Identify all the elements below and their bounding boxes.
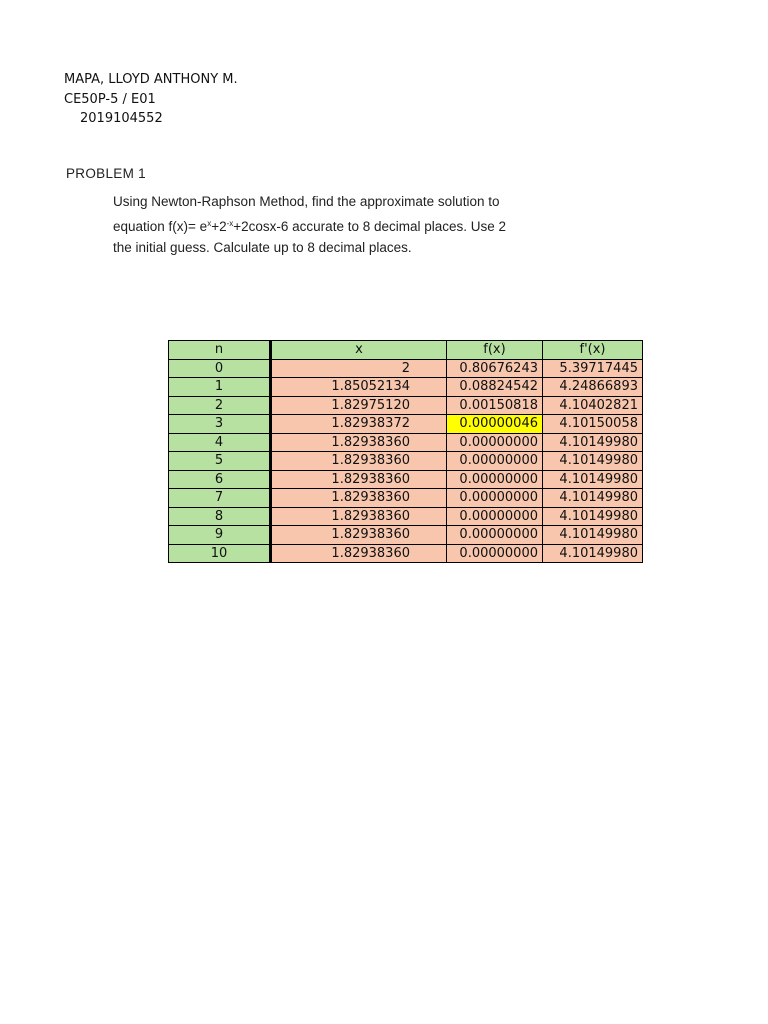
table-header-row [169,341,643,360]
cell-x: 1.82938360 [271,507,447,526]
cell-n: 8 [169,507,271,526]
cell-x: 1.82938360 [271,544,447,563]
student-id: 2019104552 [80,111,163,126]
cell-fx: 0.00000046 [447,415,543,434]
student-header [64,70,238,129]
cell-n: 5 [169,452,271,471]
cell-fx: 0.08824542 [447,378,543,397]
cell-fx: 0.80676243 [447,359,543,378]
cell-x: 1.82975120 [271,396,447,415]
exponent-neg-x: -x [226,218,234,228]
table-row [169,489,643,508]
cell-fx: 0.00000000 [447,507,543,526]
cell-x: 1.82938360 [271,452,447,471]
cell-fpx: 4.10149980 [543,526,643,545]
cell-n: 0 [169,359,271,378]
section-code: CE50P-5 / E01 [64,91,156,107]
cell-x: 1.82938360 [271,433,447,452]
problem-line-3: the initial guess. Calculate up to 8 decimal places. [113,240,412,255]
equation-suffix: +2cosx-6 accurate to 8 decimal places. Use 2 [233,218,507,234]
problem-statement [113,191,623,259]
cell-n: 2 [169,396,271,415]
header-x: x [271,341,447,360]
cell-n: 4 [169,433,271,452]
cell-x: 2 [271,359,447,378]
exponent-x: x [207,218,212,228]
problem-title: PROBLEM 1 [66,166,146,181]
cell-fx: 0.00000000 [447,433,543,452]
header-fpx: f'(x) [543,341,643,360]
header-fx: f(x) [447,341,543,360]
cell-fpx: 5.39717445 [543,359,643,378]
cell-fx: 0.00000000 [447,452,543,471]
problem-line-2 [113,213,623,238]
cell-x: 1.82938372 [271,415,447,434]
table-row [169,507,643,526]
cell-fpx: 4.10149980 [543,433,643,452]
cell-n: 9 [169,526,271,545]
cell-fpx: 4.24866893 [543,378,643,397]
problem-line-1: Using Newton-Raphson Method, find the approximate solution to [113,194,500,209]
cell-x: 1.82938360 [271,470,447,489]
cell-x: 1.85052134 [271,378,447,397]
newton-raphson-table [168,340,643,563]
cell-fx: 0.00000000 [447,544,543,563]
cell-n: 10 [169,544,271,563]
cell-x: 1.82938360 [271,526,447,545]
cell-fpx: 4.10150058 [543,415,643,434]
problem-block [66,166,626,259]
cell-x: 1.82938360 [271,489,447,508]
cell-fpx: 4.10149980 [543,452,643,471]
cell-fpx: 4.10149980 [543,544,643,563]
cell-fpx: 4.10402821 [543,396,643,415]
cell-fx: 0.00000000 [447,470,543,489]
table-row [169,544,643,563]
table-row [169,526,643,545]
cell-fx: 0.00000000 [447,526,543,545]
cell-n: 6 [169,470,271,489]
table-row [169,378,643,397]
equation-prefix: equation f(x)= e [113,218,208,234]
header-n: n [169,341,271,360]
table-row [169,396,643,415]
cell-n: 1 [169,378,271,397]
cell-n: 7 [169,489,271,508]
equation-mid: +2 [211,218,227,234]
cell-fpx: 4.10149980 [543,470,643,489]
cell-fpx: 4.10149980 [543,507,643,526]
table-row [169,452,643,471]
table-row [169,433,643,452]
student-name: MAPA, LLOYD ANTHONY M. [64,72,238,87]
table-row [169,470,643,489]
table-row [169,415,643,434]
table-row [169,359,643,378]
cell-fpx: 4.10149980 [543,489,643,508]
cell-fx: 0.00150818 [447,396,543,415]
cell-n: 3 [169,415,271,434]
cell-fx: 0.00000000 [447,489,543,508]
